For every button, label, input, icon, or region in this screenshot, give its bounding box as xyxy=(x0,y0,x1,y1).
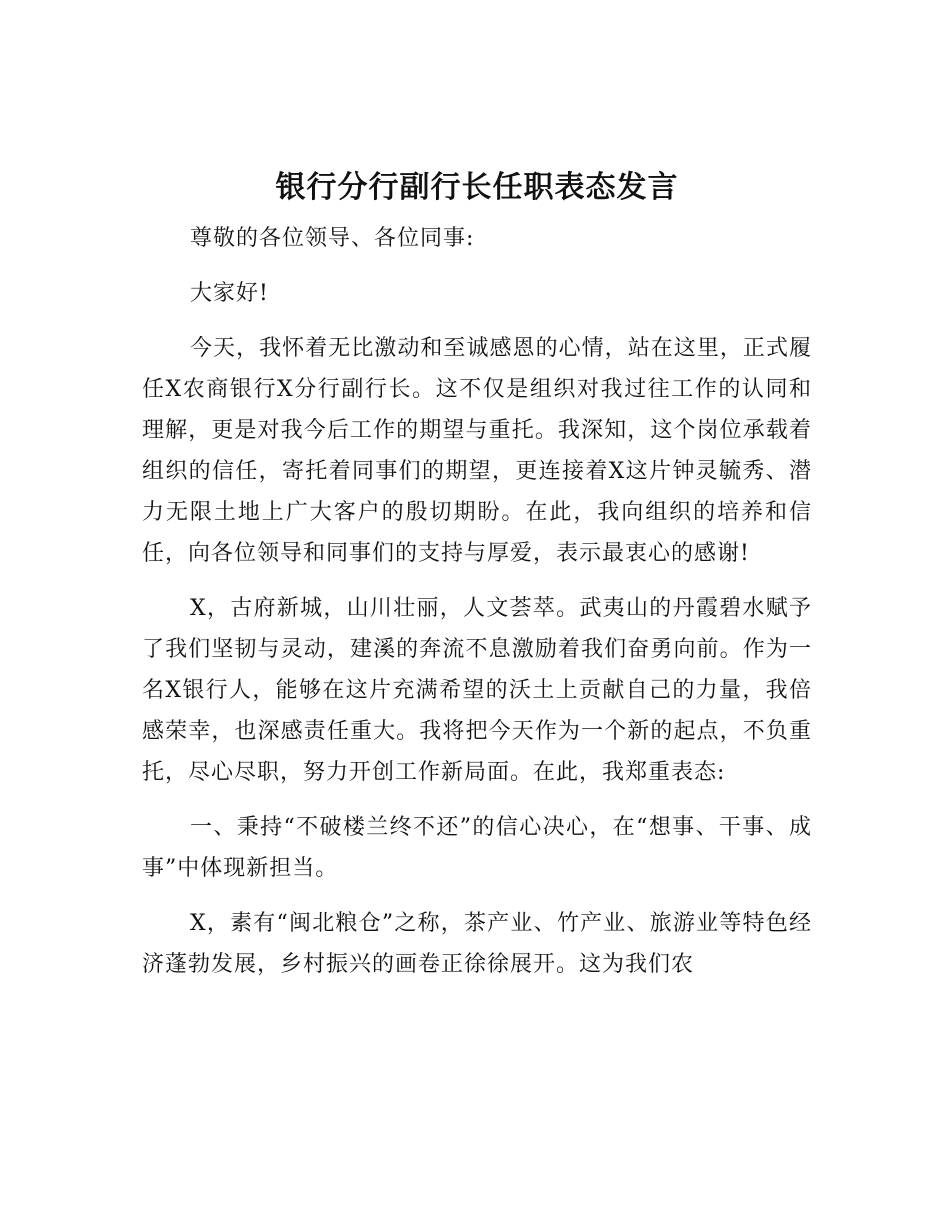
salutation-paragraph: 尊敬的各位领导、各位同事: xyxy=(190,226,475,251)
body-paragraph: X，素有“闽北粮仓”之称，茶产业、竹产业、旅游业等特色经济蓬勃发展，乡村振兴的画卷正徐徐展开。这为我们农 xyxy=(142,911,812,977)
body-paragraph: 今天，我怀着无比激动和至诚感恩的心情，站在这里，正式履任X农商银行X分行副行长。这不仅是组织对我过往工作的认同和理解，更是对我今后工作的期望与重托。我深知，这个岗位承载着组织的信任，寄托着同事们的期望，更连接着X这片钟灵毓秀、潜力无限土地上广大客户的殷切期盼。在此，我向组织的培养和信任，向各位领导和同事们的支持与厚爱，表示最衷心的感谢! xyxy=(142,336,812,566)
document-body xyxy=(142,160,812,999)
body-paragraph: X，古府新城，山川壮丽，人文荟萃。武夷山的丹霞碧水赋予了我们坚韧与灵动，建溪的奔流不息激励着我们奋勇向前。作为一名X银行人，能够在这片充满希望的沃土上贡献自己的力量，我倍感荣幸，也深感责任重大。我将把今天作为一个新的起点，不负重托，尽心尽职，努力开创工作新局面。在此，我郑重表态: xyxy=(142,596,812,785)
section-heading-paragraph: 一、秉持“不破楼兰终不还”的信心决心，在“想事、干事、成事”中体现新担当。 xyxy=(142,815,812,881)
document-title: 银行分行副行长任职表态发言 xyxy=(275,170,679,205)
greeting-paragraph: 大家好! xyxy=(190,281,269,306)
